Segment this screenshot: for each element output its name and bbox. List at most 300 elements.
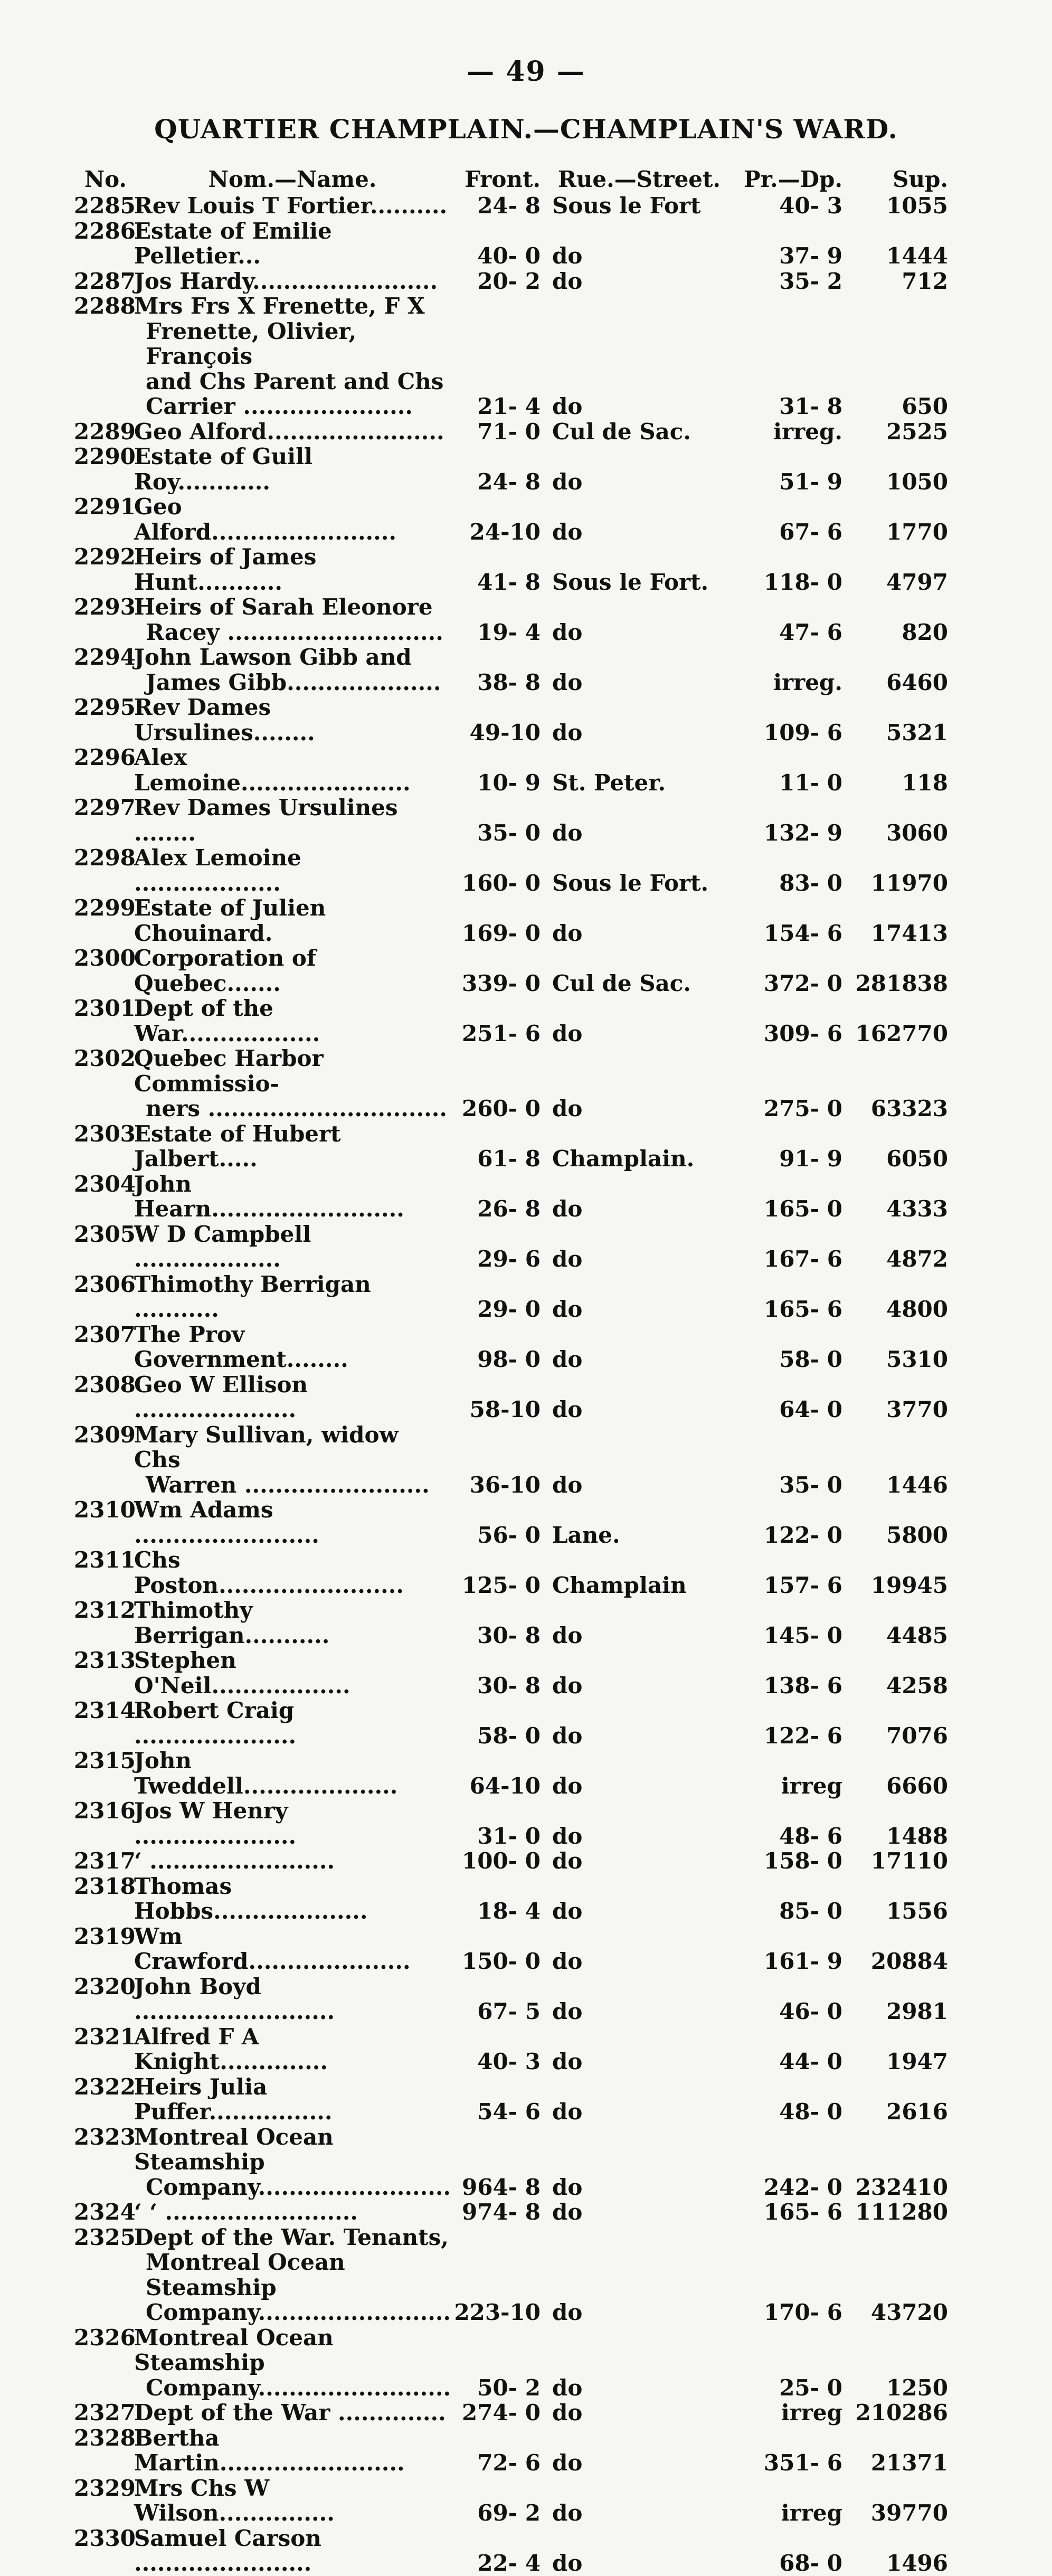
- row-sup: 4797: [886, 569, 948, 595]
- name-line: Mary Sullivan, widow Chs: [134, 1422, 399, 1473]
- table-row: [74, 1548, 948, 1598]
- table-row: [74, 1121, 948, 1172]
- row-name: [130, 1874, 451, 1924]
- row-name: [130, 1422, 451, 1498]
- name-line: Montreal Ocean Steamship: [134, 2325, 334, 2375]
- row-name: [130, 1698, 451, 1748]
- table-row: [74, 544, 948, 595]
- row-number: 2325: [74, 2224, 136, 2250]
- row-street: do: [552, 1346, 583, 1372]
- name-line: Rev Dames Ursulines........: [134, 695, 315, 745]
- table-row: [74, 845, 948, 895]
- row-prdp: 122- 6: [764, 1722, 842, 1749]
- name-line: Thimothy Berrigan...........: [134, 1598, 330, 1648]
- row-front: 98- 0: [477, 1346, 541, 1372]
- name-line: The Prov Government........: [134, 1322, 348, 1372]
- row-number: 2320: [74, 1973, 136, 1999]
- row-sup: 17413: [870, 920, 948, 946]
- name-line: Rev Louis T Fortier..........: [134, 193, 448, 219]
- row-number: 2329: [74, 2475, 136, 2501]
- row-prdp: irreg: [781, 1772, 842, 1799]
- row-number: 2291: [74, 494, 136, 520]
- row-street: Cul de Sac.: [552, 418, 691, 445]
- row-name: [130, 1497, 451, 1548]
- row-number: 2308: [74, 1371, 136, 1398]
- row-front: 29- 6: [477, 1246, 541, 1272]
- row-name: [130, 1121, 451, 1172]
- row-number: 2304: [74, 1171, 136, 1197]
- row-name: [130, 795, 451, 845]
- row-number: 2321: [74, 2023, 136, 2050]
- row-sup: 5321: [886, 719, 948, 746]
- row-number: 2318: [74, 1873, 136, 1899]
- row-name: [130, 444, 451, 494]
- row-number: 2306: [74, 1271, 136, 1297]
- row-prdp: 158- 0: [764, 1848, 842, 1874]
- row-prdp: 161- 9: [764, 1948, 842, 1974]
- row-street: do: [552, 2174, 583, 2200]
- row-sup: 111280: [855, 2199, 948, 2225]
- row-name: [130, 1322, 451, 1372]
- row-front: 67- 5: [477, 1998, 541, 2024]
- row-number: 2301: [74, 995, 136, 1021]
- row-sup: 162770: [855, 1020, 948, 1046]
- row-name: [130, 745, 451, 795]
- row-front: 69- 2: [477, 2500, 541, 2526]
- row-number: 2330: [74, 2525, 136, 2551]
- row-sup: 7076: [886, 1722, 948, 1749]
- table-row: [74, 1222, 948, 1272]
- name-line: Robert Craig .....................: [134, 1698, 297, 1748]
- row-name: [130, 2400, 451, 2426]
- row-front: 19- 4: [477, 619, 541, 645]
- row-street: do: [552, 1948, 583, 1974]
- row-name: [130, 1798, 451, 1848]
- row-street: do: [552, 2450, 583, 2476]
- row-name: [130, 193, 451, 219]
- row-prdp: 11- 0: [779, 769, 842, 796]
- name-line: Carrier ......................: [146, 393, 413, 419]
- row-front: 38- 8: [477, 669, 541, 695]
- row-street: do: [552, 2199, 583, 2225]
- row-front: 72- 6: [477, 2450, 541, 2476]
- row-prdp: 35- 2: [779, 268, 842, 294]
- row-number: 2317: [74, 1848, 136, 1874]
- row-number: 2327: [74, 2400, 136, 2426]
- row-street: Sous le Fort: [552, 193, 701, 219]
- row-sup: 1488: [886, 1823, 948, 1849]
- row-name: [130, 1172, 451, 1222]
- table-row: [74, 1798, 948, 1848]
- name-line: Warren ........................: [146, 1471, 430, 1497]
- row-number: 2288: [74, 293, 136, 319]
- name-line: John Tweddell....................: [134, 1748, 398, 1798]
- row-sup: 5800: [886, 1522, 948, 1548]
- row-name: [130, 1924, 451, 1974]
- row-sup: 5310: [886, 1346, 948, 1372]
- row-number: 2319: [74, 1923, 136, 1949]
- row-number: 2302: [74, 1045, 136, 1071]
- row-sup: 4333: [886, 1196, 948, 1222]
- row-name: [130, 845, 451, 895]
- table-row: [74, 895, 948, 946]
- table-row: [74, 1422, 948, 1498]
- table-row: [74, 294, 948, 419]
- row-prdp: 91- 9: [779, 1146, 842, 1172]
- table-row: [74, 645, 948, 695]
- row-name: [130, 494, 451, 544]
- table-row: [74, 219, 948, 269]
- row-street: do: [552, 1722, 583, 1749]
- name-line: ners ...............................: [146, 1096, 447, 1121]
- row-name: [130, 2200, 451, 2225]
- name-line: Geo Alford.......................: [134, 419, 444, 444]
- row-name: [130, 695, 451, 745]
- row-sup: 63323: [870, 1096, 948, 1121]
- row-front: 40- 0: [477, 243, 541, 269]
- row-number: 2313: [74, 1647, 136, 1673]
- row-number: 2290: [74, 444, 136, 469]
- name-line: Montreal Ocean Steamship: [134, 2124, 334, 2175]
- page-number: — 49 —: [467, 55, 585, 88]
- row-front: 22- 4: [477, 2550, 541, 2576]
- row-prdp: 67- 6: [779, 518, 842, 545]
- row-prdp: 51- 9: [779, 468, 842, 495]
- row-number: 2289: [74, 418, 136, 445]
- row-sup: 650: [902, 393, 948, 419]
- row-front: 24- 8: [477, 193, 541, 219]
- row-prdp: 37- 9: [779, 243, 842, 269]
- name-line: Company.........................: [146, 2299, 451, 2325]
- row-number: 2311: [74, 1547, 136, 1573]
- page-title: QUARTIER CHAMPLAIN.—CHAMPLAIN'S WARD.: [154, 114, 898, 145]
- name-line: W D Campbell ...................: [134, 1221, 311, 1272]
- row-prdp: 170- 6: [764, 2299, 842, 2325]
- row-street: do: [552, 1196, 583, 1222]
- row-prdp: 35- 0: [779, 1471, 842, 1498]
- row-prdp: 167- 6: [764, 1246, 842, 1272]
- row-name: [130, 1974, 451, 2024]
- row-prdp: 118- 0: [764, 569, 842, 595]
- row-prdp: 157- 6: [764, 1572, 842, 1598]
- table-row: [74, 2526, 948, 2576]
- row-street: do: [552, 2299, 583, 2325]
- row-number: 2300: [74, 945, 136, 971]
- row-sup: 43720: [870, 2299, 948, 2325]
- row-sup: 6660: [886, 1772, 948, 1799]
- row-front: 50- 2: [477, 2374, 541, 2401]
- table-row: [74, 2125, 948, 2200]
- row-street: do: [552, 1296, 583, 1322]
- row-number: 2316: [74, 1798, 136, 1824]
- row-prdp: 40- 3: [779, 193, 842, 219]
- table-row: [74, 2400, 948, 2426]
- row-name: [130, 645, 451, 695]
- row-street: Sous le Fort.: [552, 569, 709, 595]
- row-street: do: [552, 1096, 583, 1121]
- row-street: do: [552, 2400, 583, 2426]
- name-line: Heirs of James Hunt...........: [134, 544, 317, 595]
- name-line: Quebec Harbor Commissio-: [134, 1046, 324, 1097]
- table-row: [74, 2426, 948, 2476]
- row-name: [130, 269, 451, 294]
- name-line: Bertha Martin........................: [134, 2425, 405, 2476]
- row-name: [130, 1272, 451, 1322]
- name-line: Geo Alford........................: [134, 494, 397, 544]
- row-prdp: 64- 0: [779, 1396, 842, 1422]
- row-front: 125- 0: [462, 1572, 541, 1598]
- row-sup: 4872: [886, 1246, 948, 1272]
- table-row: [74, 1974, 948, 2024]
- row-street: do: [552, 2374, 583, 2401]
- row-name: [130, 219, 451, 269]
- row-street: do: [552, 1772, 583, 1799]
- table-row: [74, 795, 948, 845]
- row-name: [130, 2325, 451, 2401]
- name-line: Wm Crawford.....................: [134, 1923, 411, 1974]
- row-name: [130, 2125, 451, 2200]
- row-front: 31- 0: [477, 1823, 541, 1849]
- row-prdp: 31- 8: [779, 393, 842, 419]
- header-sup: Sup.: [893, 166, 948, 192]
- row-prdp: 25- 0: [779, 2374, 842, 2401]
- row-sup: 19945: [870, 1572, 948, 1598]
- name-line: Alex Lemoine......................: [134, 745, 411, 795]
- row-prdp: 47- 6: [779, 619, 842, 645]
- name-line: and Chs Parent and Chs: [146, 368, 444, 394]
- row-front: 10- 9: [477, 769, 541, 796]
- table-row: [74, 2074, 948, 2125]
- row-name: [130, 1598, 451, 1648]
- row-number: 2295: [74, 694, 136, 720]
- row-front: 64-10: [469, 1772, 541, 1799]
- row-street: do: [552, 1471, 583, 1498]
- table-row: [74, 1272, 948, 1322]
- row-front: 26- 8: [477, 1196, 541, 1222]
- row-name: [130, 1848, 451, 1874]
- row-prdp: 68- 0: [779, 2550, 842, 2576]
- row-sup: 1556: [886, 1898, 948, 1924]
- row-sup: 1770: [886, 518, 948, 545]
- row-sup: 2525: [886, 418, 948, 445]
- row-sup: 2981: [886, 1998, 948, 2024]
- row-front: 24-10: [469, 518, 541, 545]
- row-street: do: [552, 518, 583, 545]
- table-row: [74, 2024, 948, 2074]
- row-sup: 6460: [886, 669, 948, 695]
- table-row: [74, 494, 948, 544]
- row-sup: 1444: [886, 243, 948, 269]
- name-line: Estate of Julien Chouinard.: [134, 895, 326, 946]
- row-name: [130, 1372, 451, 1422]
- row-street: do: [552, 1672, 583, 1699]
- table-row: [74, 444, 948, 494]
- row-prdp: 46- 0: [779, 1998, 842, 2024]
- row-prdp: 132- 9: [764, 819, 842, 846]
- row-sup: 1055: [886, 193, 948, 219]
- row-front: 71- 0: [477, 418, 541, 445]
- row-number: 2309: [74, 1421, 136, 1448]
- row-number: 2286: [74, 218, 136, 244]
- row-street: do: [552, 1823, 583, 1849]
- name-line: Samuel Carson .......................: [134, 2525, 321, 2576]
- row-street: do: [552, 393, 583, 419]
- row-front: 30- 8: [477, 1672, 541, 1699]
- table-row: [74, 595, 948, 645]
- row-number: 2298: [74, 845, 136, 871]
- row-front: 35- 0: [477, 819, 541, 846]
- row-street: Cul de Sac.: [552, 970, 691, 996]
- table-body: [74, 193, 948, 2576]
- table-row: [74, 1497, 948, 1548]
- row-number: 2292: [74, 544, 136, 570]
- row-number: 2296: [74, 744, 136, 770]
- row-front: 100- 0: [462, 1848, 541, 1874]
- row-prdp: 372- 0: [764, 970, 842, 996]
- row-front: 29- 0: [477, 1296, 541, 1322]
- row-street: do: [552, 1396, 583, 1422]
- table-row: [74, 1874, 948, 1924]
- row-front: 21- 4: [477, 393, 541, 419]
- table-row: [74, 2225, 948, 2325]
- row-front: 964- 8: [462, 2174, 541, 2200]
- row-name: [130, 2476, 451, 2526]
- row-street: do: [552, 719, 583, 746]
- row-street: do: [552, 669, 583, 695]
- row-name: [130, 1748, 451, 1798]
- name-line: Alfred F A Knight..............: [134, 2024, 328, 2074]
- row-prdp: 85- 0: [779, 1898, 842, 1924]
- row-prdp: 275- 0: [764, 1096, 842, 1121]
- header-front: Front.: [465, 166, 541, 192]
- row-street: do: [552, 1246, 583, 1272]
- row-front: 223-10: [454, 2299, 541, 2325]
- row-prdp: irreg.: [773, 418, 842, 445]
- header-prdp: Pr.—Dp.: [744, 166, 842, 192]
- row-sup: 712: [902, 268, 948, 294]
- row-number: 2310: [74, 1497, 136, 1523]
- row-name: [130, 946, 451, 996]
- row-front: 54- 6: [477, 2099, 541, 2125]
- row-street: do: [552, 2099, 583, 2125]
- table-row: [74, 1598, 948, 1648]
- row-front: 150- 0: [462, 1948, 541, 1974]
- row-street: do: [552, 920, 583, 946]
- row-sup: 17110: [870, 1848, 948, 1874]
- row-prdp: 165- 6: [764, 2199, 842, 2225]
- row-street: do: [552, 1998, 583, 2024]
- row-front: 274- 0: [462, 2400, 541, 2426]
- row-name: [130, 2024, 451, 2074]
- table-row: [74, 1848, 948, 1874]
- row-front: 260- 0: [462, 1096, 541, 1121]
- name-line: Corporation of Quebec.......: [134, 946, 316, 996]
- row-prdp: irreg: [781, 2500, 842, 2526]
- row-front: 18- 4: [477, 1898, 541, 1924]
- table-row: [74, 269, 948, 294]
- row-number: 2326: [74, 2324, 136, 2351]
- row-name: [130, 544, 451, 595]
- name-line: Heirs of Sarah Eleonore: [134, 595, 433, 620]
- table-row: [74, 2476, 948, 2526]
- name-line: John Lawson Gibb and: [134, 645, 412, 670]
- name-line: Company.........................: [146, 2374, 451, 2400]
- row-number: 2323: [74, 2124, 136, 2150]
- row-street: Champlain: [552, 1572, 687, 1598]
- row-front: 40- 3: [477, 2049, 541, 2074]
- row-front: 49-10: [469, 719, 541, 746]
- row-sup: 3770: [886, 1396, 948, 1422]
- table-row: [74, 1698, 948, 1748]
- header-no: No.: [84, 166, 127, 192]
- name-line: James Gibb....................: [146, 669, 441, 695]
- name-line: Dept of the War..................: [134, 996, 320, 1046]
- table-row: [74, 996, 948, 1046]
- name-line: ‘ ‘ .........................: [134, 2200, 358, 2225]
- row-number: 2303': [74, 1120, 143, 1147]
- row-sup: 39770: [870, 2500, 948, 2526]
- name-line: Mrs Frs X Frenette, F X: [134, 294, 425, 319]
- row-sup: 21371: [870, 2450, 948, 2476]
- name-line: Dept of the War ..............: [134, 2400, 446, 2426]
- row-number: 2305: [74, 1221, 136, 1247]
- row-front: 974- 8: [462, 2199, 541, 2225]
- name-line: Dept of the War. Tenants,: [134, 2224, 449, 2250]
- row-number: 2285: [74, 193, 136, 219]
- row-name: [130, 2074, 451, 2125]
- name-line: John Boyd ..........................: [134, 1974, 335, 2024]
- row-name: [130, 1548, 451, 1598]
- row-prdp: 242- 0: [764, 2174, 842, 2200]
- row-name: [130, 1648, 451, 1698]
- row-street: do: [552, 243, 583, 269]
- row-prdp: 138- 6: [764, 1672, 842, 1699]
- row-sup: 1947: [886, 2049, 948, 2074]
- table-row: [74, 695, 948, 745]
- row-sup: 281838: [855, 970, 948, 996]
- name-line: Estate of Guill Roy............: [134, 444, 312, 494]
- row-front: 36-10: [469, 1471, 541, 1498]
- row-number: 2324: [74, 2199, 136, 2225]
- row-street: do: [552, 1898, 583, 1924]
- header-name: Nom.—Name.: [208, 166, 377, 192]
- row-name: [130, 1222, 451, 1272]
- row-sup: 1496: [886, 2550, 948, 2576]
- row-number: 2294: [74, 644, 136, 670]
- name-line: Estate of Hubert Jalbert.....: [134, 1121, 341, 1172]
- row-street: do: [552, 1020, 583, 1046]
- name-line: Heirs Julia Puffer................: [134, 2074, 333, 2125]
- row-front: 41- 8: [477, 569, 541, 595]
- table-row: [74, 419, 948, 445]
- name-line: Thimothy Berrigan ...........: [134, 1271, 371, 1322]
- row-prdp: 351- 6: [764, 2450, 842, 2476]
- row-number: 2299: [74, 895, 136, 921]
- row-prdp: 165- 6: [764, 1296, 842, 1322]
- name-line: Frenette, Olivier, François: [146, 318, 357, 369]
- row-prdp: 109- 6: [764, 719, 842, 746]
- property-table: [74, 165, 948, 2576]
- row-front: 24- 8: [477, 468, 541, 495]
- row-street: do: [552, 268, 583, 294]
- row-prdp: 122- 0: [764, 1522, 842, 1548]
- name-line: Mrs Chs W Wilson...............: [134, 2475, 335, 2526]
- row-number: 2297: [74, 795, 136, 820]
- row-front: 160- 0: [462, 870, 541, 896]
- row-prdp: 309- 6: [764, 1020, 842, 1046]
- row-name: [130, 2526, 451, 2576]
- row-name: [130, 996, 451, 1046]
